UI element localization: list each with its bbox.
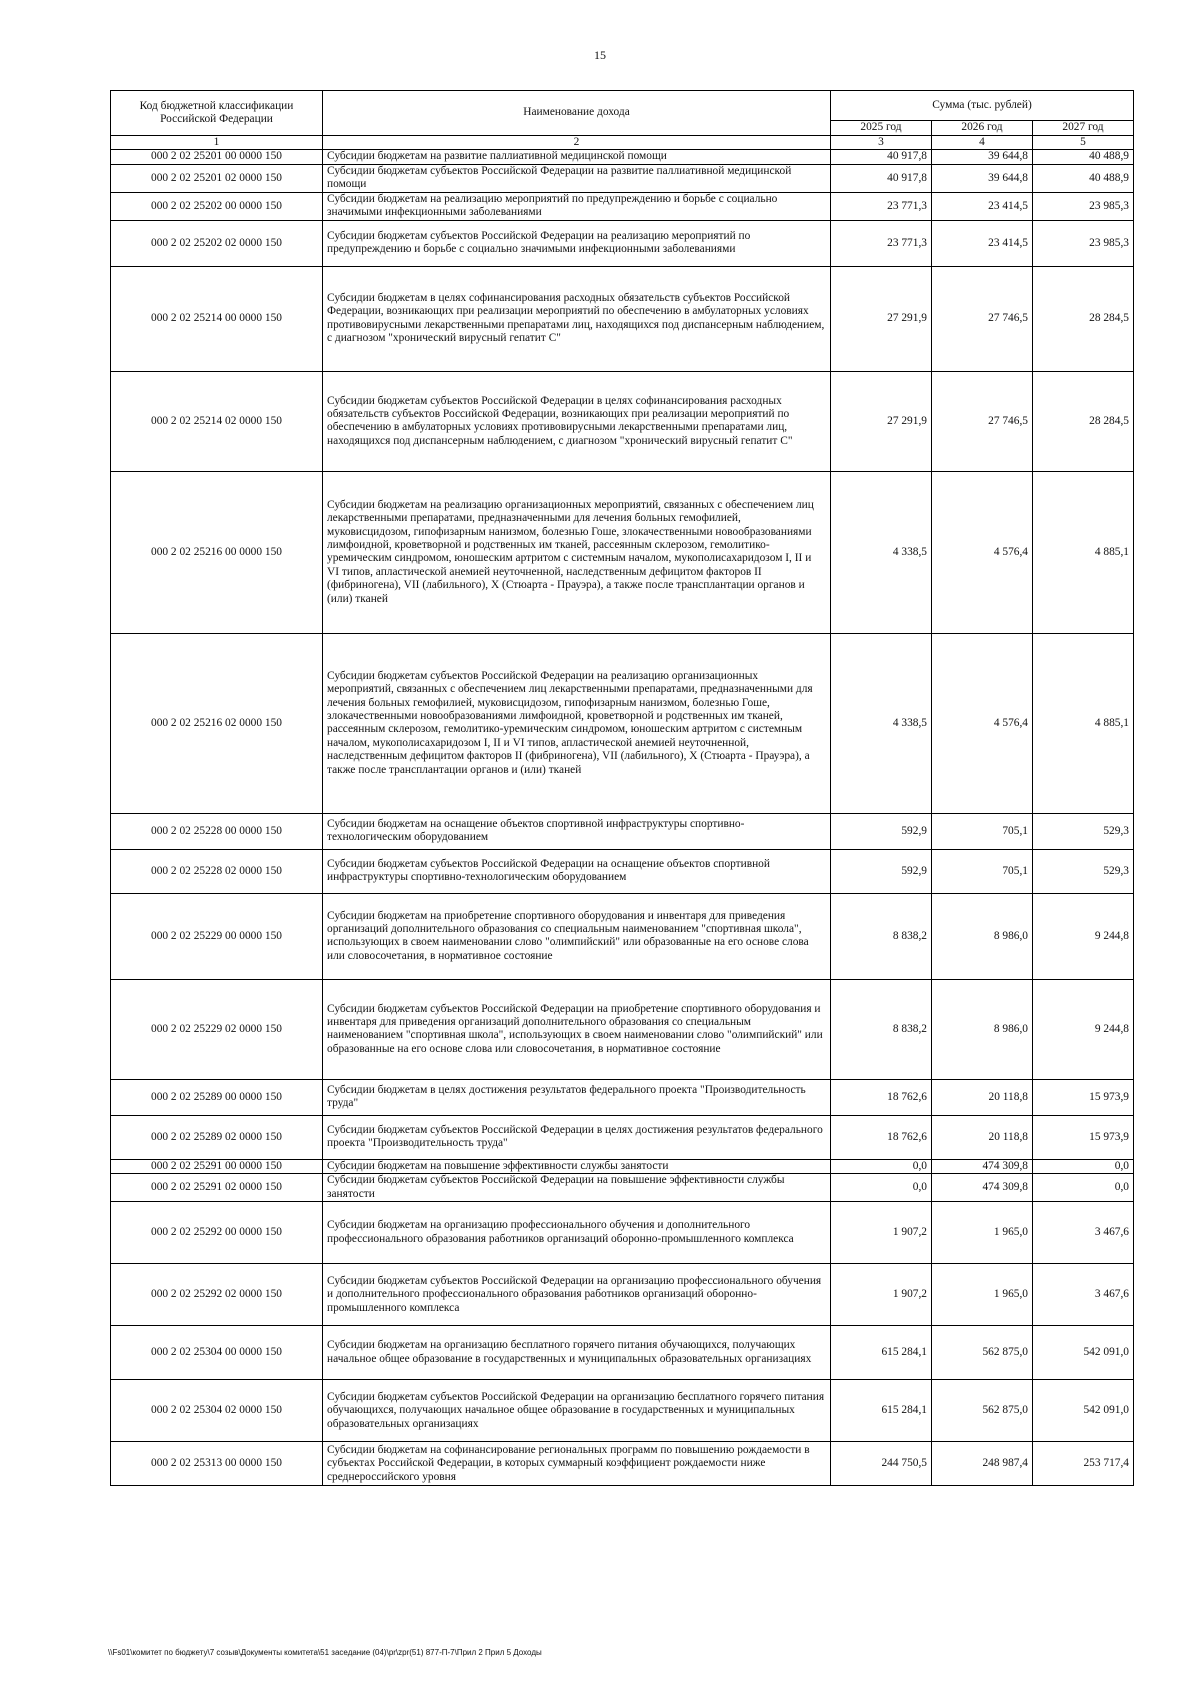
amount-2025: 615 284,1	[831, 1326, 932, 1380]
income-name: Субсидии бюджетам субъектов Российской Федерации на развитие паллиативной медицинской помощи	[323, 164, 831, 192]
table-row	[111, 471, 1134, 633]
amount-2025: 18 762,6	[831, 1115, 932, 1159]
amount-2025: 23 771,3	[831, 220, 932, 266]
income-name: Субсидии бюджетам на софинансирование региональных программ по повышению рождаемости в субъектах Российской Федерации, в которых суммарный коэффициент рождаемости ниже среднероссийского уровня	[323, 1442, 831, 1486]
income-name: Субсидии бюджетам субъектов Российской Федерации на приобретение спортивного оборудования и инвентаря для приведения организаций дополнительного образования со специальным наименованием "спортивная школа", использующих в своем наименовании слово "олимпийский" или образованные на его основе слова или словосочетания, в нормативное состояние	[323, 979, 831, 1079]
amount-2026: 20 118,8	[932, 1115, 1033, 1159]
amount-2027: 23 985,3	[1033, 192, 1134, 220]
income-name: Субсидии бюджетам в целях софинансирования расходных обязательств субъектов Российской Федерации, возникающих при реализации мероприятий по обеспечению в амбулаторных условиях противовирусными лекарственными препаратами лиц, находящихся под диспансерным наблюдением, с диагнозом "хронический вирусный гепатит С"	[323, 266, 831, 371]
amount-2025: 592,9	[831, 849, 932, 893]
footer-file-path: \\Fs01\комитет по бюджету\7 созыв\Документы комитета\51 заседание (04)\pr\zpr(51) 877-П-7\Прил 2 Прил 5 Доходы	[108, 1648, 542, 1657]
income-name: Субсидии бюджетам на организацию бесплатного горячего питания обучающихся, получающих начальное общее образование в государственных и муниципальных образовательных организациях	[323, 1326, 831, 1380]
amount-2026: 4 576,4	[932, 471, 1033, 633]
income-name: Субсидии бюджетам субъектов Российской Федерации на реализацию мероприятий по предупреждению и борьбе с социально значимыми инфекционными заболеваниями	[323, 220, 831, 266]
budget-code: 000 2 02 25289 02 0000 150	[111, 1115, 323, 1159]
table-row	[111, 266, 1134, 371]
amount-2025: 592,9	[831, 813, 932, 849]
table-body	[111, 150, 1134, 1486]
amount-2026: 8 986,0	[932, 893, 1033, 979]
amount-2026: 8 986,0	[932, 979, 1033, 1079]
table-row	[111, 813, 1134, 849]
amount-2027: 542 091,0	[1033, 1380, 1134, 1442]
header-code: Код бюджетной классификации Российской Федерации	[111, 91, 323, 136]
budget-code: 000 2 02 25228 02 0000 150	[111, 849, 323, 893]
amount-2025: 4 338,5	[831, 471, 932, 633]
amount-2025: 0,0	[831, 1159, 932, 1173]
amount-2026: 27 746,5	[932, 371, 1033, 471]
income-name: Субсидии бюджетам субъектов Российской Федерации в целях достижения результатов федерального проекта "Производительность труда"	[323, 1115, 831, 1159]
table-row	[111, 164, 1134, 192]
budget-code: 000 2 02 25228 00 0000 150	[111, 813, 323, 849]
income-name: Субсидии бюджетам на организацию профессионального обучения и дополнительного профессионального образования работников организаций оборонно-промышленного комплекса	[323, 1202, 831, 1264]
table-row	[111, 849, 1134, 893]
income-name: Субсидии бюджетам на оснащение объектов спортивной инфраструктуры спортивно-технологическим оборудованием	[323, 813, 831, 849]
amount-2027: 4 885,1	[1033, 633, 1134, 813]
amount-2027: 0,0	[1033, 1174, 1134, 1202]
table-row	[111, 893, 1134, 979]
amount-2025: 23 771,3	[831, 192, 932, 220]
income-name: Субсидии бюджетам на приобретение спортивного оборудования и инвентаря для приведения организаций дополнительного образования со специальным наименованием "спортивная школа", использующих в своем наименовании слово "олимпийский" или образованные на его основе слова или словосочетания, в нормативное состояние	[323, 893, 831, 979]
amount-2025: 27 291,9	[831, 266, 932, 371]
amount-2027: 9 244,8	[1033, 893, 1134, 979]
table-row	[111, 633, 1134, 813]
amount-2026: 562 875,0	[932, 1380, 1033, 1442]
amount-2026: 474 309,8	[932, 1174, 1033, 1202]
amount-2026: 4 576,4	[932, 633, 1033, 813]
table-row	[111, 150, 1134, 164]
budget-code: 000 2 02 25304 00 0000 150	[111, 1326, 323, 1380]
table-row	[111, 192, 1134, 220]
budget-code: 000 2 02 25216 00 0000 150	[111, 471, 323, 633]
table-row	[111, 1380, 1134, 1442]
table-row	[111, 371, 1134, 471]
budget-code: 000 2 02 25292 00 0000 150	[111, 1202, 323, 1264]
amount-2026: 1 965,0	[932, 1264, 1033, 1326]
amount-2027: 542 091,0	[1033, 1326, 1134, 1380]
budget-code: 000 2 02 25202 02 0000 150	[111, 220, 323, 266]
header-year-2026: 2026 год	[932, 121, 1033, 136]
budget-code: 000 2 02 25201 00 0000 150	[111, 150, 323, 164]
budget-code: 000 2 02 25291 02 0000 150	[111, 1174, 323, 1202]
column-number-5: 5	[1033, 136, 1134, 150]
income-name: Субсидии бюджетам субъектов Российской Федерации на повышение эффективности службы занятости	[323, 1174, 831, 1202]
amount-2025: 1 907,2	[831, 1264, 932, 1326]
income-name: Субсидии бюджетам субъектов Российской Федерации на реализацию организационных мероприятий, связанных с обеспечением лиц лекарственными препаратами, предназначенными для лечения больных гемофилией, муковисцидозом, гипофизарным нанизмом, болезнью Гоше, злокачественными новообразованиями лимфоидной, кроветворной и родственных им тканей, рассеянным склерозом, гемолитико-уремическим синдромом, юношеским артритом с системным началом, мукополисахаридозом I, II и VI типов, апластической анемией неуточненной, наследственным дефицитом факторов II (фибриногена), VII (лабильного), X (Стюарта - Прауэра), а также после трансплантации органов и (или) тканей	[323, 633, 831, 813]
income-name: Субсидии бюджетам субъектов Российской Федерации в целях софинансирования расходных обязательств субъектов Российской Федерации, возникающих при реализации мероприятий по обеспечению в амбулаторных условиях противовирусными лекарственными препаратами лиц, находящихся под диспансерным наблюдением, с диагнозом "хронический вирусный гепатит С"	[323, 371, 831, 471]
budget-code: 000 2 02 25214 00 0000 150	[111, 266, 323, 371]
amount-2025: 40 917,8	[831, 150, 932, 164]
header-name: Наименование дохода	[323, 91, 831, 136]
income-name: Субсидии бюджетам на развитие паллиативной медицинской помощи	[323, 150, 831, 164]
budget-code: 000 2 02 25229 00 0000 150	[111, 893, 323, 979]
income-name: Субсидии бюджетам на повышение эффективности службы занятости	[323, 1159, 831, 1173]
income-name: Субсидии бюджетам в целях достижения результатов федерального проекта "Производительность труда"	[323, 1079, 831, 1115]
amount-2025: 40 917,8	[831, 164, 932, 192]
amount-2026: 39 644,8	[932, 164, 1033, 192]
header-year-2025: 2025 год	[831, 121, 932, 136]
amount-2027: 15 973,9	[1033, 1115, 1134, 1159]
income-name: Субсидии бюджетам субъектов Российской Федерации на организацию бесплатного горячего питания обучающихся, получающих начальное общее образование в государственных и муниципальных образовательных организациях	[323, 1380, 831, 1442]
amount-2026: 474 309,8	[932, 1159, 1033, 1173]
budget-code: 000 2 02 25291 00 0000 150	[111, 1159, 323, 1173]
amount-2025: 18 762,6	[831, 1079, 932, 1115]
amount-2026: 23 414,5	[932, 192, 1033, 220]
amount-2025: 1 907,2	[831, 1202, 932, 1264]
income-name: Субсидии бюджетам субъектов Российской Федерации на оснащение объектов спортивной инфраструктуры спортивно-технологическим оборудованием	[323, 849, 831, 893]
amount-2027: 15 973,9	[1033, 1079, 1134, 1115]
amount-2026: 1 965,0	[932, 1202, 1033, 1264]
table-row	[111, 1079, 1134, 1115]
budget-code: 000 2 02 25229 02 0000 150	[111, 979, 323, 1079]
table-header	[111, 91, 1134, 150]
table-row	[111, 1442, 1134, 1486]
header-sum: Сумма (тыс. рублей)	[831, 91, 1134, 121]
amount-2027: 253 717,4	[1033, 1442, 1134, 1486]
amount-2027: 529,3	[1033, 813, 1134, 849]
amount-2025: 615 284,1	[831, 1380, 932, 1442]
amount-2027: 23 985,3	[1033, 220, 1134, 266]
table-row	[111, 979, 1134, 1079]
budget-code: 000 2 02 25304 02 0000 150	[111, 1380, 323, 1442]
amount-2027: 40 488,9	[1033, 150, 1134, 164]
income-name: Субсидии бюджетам на реализацию организационных мероприятий, связанных с обеспечением лиц лекарственными препаратами, предназначенными для лечения больных гемофилией, муковисцидозом, гипофизарным нанизмом, болезнью Гоше, злокачественными новообразованиями лимфоидной, кроветворной и родственных им тканей, рассеянным склерозом, гемолитико-уремическим синдромом, юношеским артритом с системным началом, мукополисахаридозом I, II и VI типов, апластической анемией неуточненной, наследственным дефицитом факторов II (фибриногена), VII (лабильного), X (Стюарта - Прауэра), а также после трансплантации органов и (или) тканей	[323, 471, 831, 633]
amount-2027: 4 885,1	[1033, 471, 1134, 633]
amount-2026: 20 118,8	[932, 1079, 1033, 1115]
amount-2027: 28 284,5	[1033, 371, 1134, 471]
amount-2026: 562 875,0	[932, 1326, 1033, 1380]
amount-2027: 9 244,8	[1033, 979, 1134, 1079]
budget-code: 000 2 02 25289 00 0000 150	[111, 1079, 323, 1115]
column-number-3: 3	[831, 136, 932, 150]
budget-code: 000 2 02 25214 02 0000 150	[111, 371, 323, 471]
amount-2026: 705,1	[932, 813, 1033, 849]
amount-2026: 27 746,5	[932, 266, 1033, 371]
amount-2026: 39 644,8	[932, 150, 1033, 164]
amount-2025: 27 291,9	[831, 371, 932, 471]
table-row	[111, 1264, 1134, 1326]
header-year-2027: 2027 год	[1033, 121, 1134, 136]
table-row	[111, 1326, 1134, 1380]
amount-2027: 40 488,9	[1033, 164, 1134, 192]
table-row	[111, 220, 1134, 266]
amount-2025: 244 750,5	[831, 1442, 932, 1486]
income-name: Субсидии бюджетам субъектов Российской Федерации на организацию профессионального обучения и дополнительного профессионального образования работников организаций оборонно-промышленного комплекса	[323, 1264, 831, 1326]
table-row	[111, 1115, 1134, 1159]
amount-2027: 28 284,5	[1033, 266, 1134, 371]
amount-2026: 248 987,4	[932, 1442, 1033, 1486]
amount-2027: 529,3	[1033, 849, 1134, 893]
amount-2027: 3 467,6	[1033, 1202, 1134, 1264]
amount-2025: 8 838,2	[831, 893, 932, 979]
budget-code: 000 2 02 25292 02 0000 150	[111, 1264, 323, 1326]
column-number-2: 2	[323, 136, 831, 150]
budget-income-table	[110, 90, 1134, 1486]
amount-2026: 23 414,5	[932, 220, 1033, 266]
budget-code: 000 2 02 25202 00 0000 150	[111, 192, 323, 220]
table-row	[111, 1159, 1134, 1173]
table-row	[111, 1174, 1134, 1202]
amount-2025: 8 838,2	[831, 979, 932, 1079]
amount-2025: 0,0	[831, 1174, 932, 1202]
page-number: 15	[594, 48, 606, 62]
amount-2027: 3 467,6	[1033, 1264, 1134, 1326]
budget-code: 000 2 02 25313 00 0000 150	[111, 1442, 323, 1486]
budget-code: 000 2 02 25216 02 0000 150	[111, 633, 323, 813]
amount-2027: 0,0	[1033, 1159, 1134, 1173]
table-row	[111, 1202, 1134, 1264]
budget-code: 000 2 02 25201 02 0000 150	[111, 164, 323, 192]
income-name: Субсидии бюджетам на реализацию мероприятий по предупреждению и борьбе с социально значимыми инфекционными заболеваниями	[323, 192, 831, 220]
amount-2026: 705,1	[932, 849, 1033, 893]
column-number-1: 1	[111, 136, 323, 150]
amount-2025: 4 338,5	[831, 633, 932, 813]
column-number-4: 4	[932, 136, 1033, 150]
